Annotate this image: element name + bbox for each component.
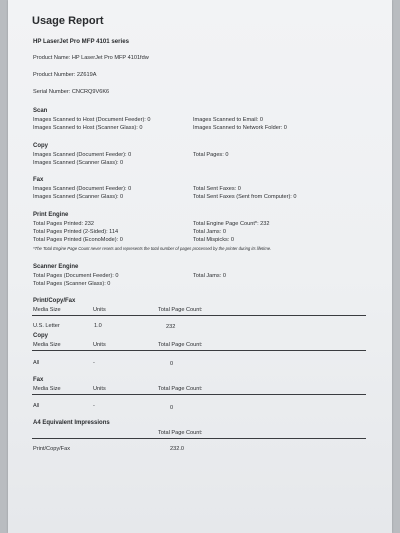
print-engine-right-1: Total Engine Page Count*: 232 bbox=[193, 221, 270, 227]
pcf-col-total: Total Page Count: bbox=[158, 307, 203, 313]
scan-left-1: Images Scanned to Host (Document Feeder): 0 bbox=[33, 117, 151, 123]
a4-row-label: Print/Copy/Fax bbox=[33, 446, 70, 452]
scanner-engine-left-2: Total Pages (Scanner Glass): 0 bbox=[33, 281, 111, 287]
pcf-divider bbox=[32, 315, 366, 316]
copy-right-1: Total Pages: 0 bbox=[193, 152, 229, 158]
copy-row-units: - bbox=[93, 360, 95, 366]
a4-divider bbox=[32, 438, 366, 439]
scan-left-2: Images Scanned to Host (Scanner Glass): 0 bbox=[33, 125, 143, 131]
copy-row-count: 0 bbox=[170, 361, 174, 367]
engine-count-footnote: *The Total Engine Page Count never resets and represents the total number of pages processed by the printer during its lifetime. bbox=[33, 246, 272, 251]
pcf-row-media: U.S. Letter bbox=[33, 323, 60, 329]
scanner-engine-right-1: Total Jams: 0 bbox=[193, 273, 226, 279]
fax-row-units: - bbox=[93, 403, 95, 409]
fax-row-count: 0 bbox=[170, 405, 174, 411]
a4-table-heading: A4 Equivalent Impressions bbox=[33, 420, 110, 426]
product-name: Product Name: HP LaserJet Pro MFP 4101fdw bbox=[33, 55, 149, 61]
scan-heading: Scan bbox=[33, 108, 48, 114]
report-title: Usage Report bbox=[32, 15, 104, 27]
print-engine-left-1: Total Pages Printed: 232 bbox=[33, 221, 94, 227]
fax-right-1: Total Sent Faxes: 0 bbox=[193, 186, 241, 192]
fax-table-heading: Fax bbox=[33, 377, 44, 383]
fax-left-2: Images Scanned (Scanner Glass): 0 bbox=[33, 194, 124, 200]
fax-row-media: All bbox=[33, 403, 40, 409]
fax-divider bbox=[32, 394, 366, 395]
print-engine-heading: Print Engine bbox=[33, 212, 69, 218]
fax-col-total: Total Page Count: bbox=[158, 386, 203, 392]
print-engine-right-2: Total Jams: 0 bbox=[193, 229, 226, 235]
scanner-engine-heading: Scanner Engine bbox=[33, 264, 79, 270]
copy-heading: Copy bbox=[33, 143, 48, 149]
copy-left-1: Images Scanned (Document Feeder): 0 bbox=[33, 152, 132, 158]
print-engine-left-2: Total Pages Printed (2-Sided): 114 bbox=[33, 229, 119, 235]
fax-left-1: Images Scanned (Document Feeder): 0 bbox=[33, 186, 132, 192]
pcf-row-units: 1.0 bbox=[94, 323, 102, 329]
scan-right-2: Images Scanned to Network Folder: 0 bbox=[193, 125, 287, 131]
copy-col-units: Units bbox=[93, 342, 106, 348]
copy-table-heading: Copy bbox=[33, 333, 48, 339]
copy-col-total: Total Page Count: bbox=[158, 342, 203, 348]
scan-right-1: Images Scanned to Email: 0 bbox=[193, 117, 263, 123]
fax-col-units: Units bbox=[93, 386, 106, 392]
pcf-col-units: Units bbox=[93, 307, 106, 313]
usage-report-page bbox=[8, 0, 392, 533]
scanner-engine-left-1: Total Pages (Document Feeder): 0 bbox=[33, 273, 119, 279]
copy-row-media: All bbox=[33, 360, 40, 366]
product-number: Product Number: 2Z619A bbox=[33, 72, 97, 78]
pcf-table-heading: Print/Copy/Fax bbox=[33, 298, 76, 304]
print-engine-right-3: Total Mispicks: 0 bbox=[193, 237, 235, 243]
printer-series: HP LaserJet Pro MFP 4101 series bbox=[33, 38, 129, 45]
print-engine-left-3: Total Pages Printed (EconoMode): 0 bbox=[33, 237, 123, 243]
a4-col-total: Total Page Count: bbox=[158, 430, 203, 436]
copy-col-media-size: Media Size bbox=[33, 342, 61, 348]
a4-row-count: 232.0 bbox=[170, 446, 184, 452]
copy-left-2: Images Scanned (Scanner Glass): 0 bbox=[33, 160, 124, 166]
fax-heading: Fax bbox=[33, 177, 44, 183]
pcf-row-count: 232 bbox=[166, 324, 176, 330]
copy-divider bbox=[32, 350, 366, 351]
serial-number: Serial Number: CNCRQ9V6K6 bbox=[33, 89, 110, 95]
fax-right-2: Total Sent Faxes (Sent from Computer): 0 bbox=[193, 194, 297, 200]
pcf-col-media-size: Media Size bbox=[33, 307, 61, 313]
fax-col-media-size: Media Size bbox=[33, 386, 61, 392]
